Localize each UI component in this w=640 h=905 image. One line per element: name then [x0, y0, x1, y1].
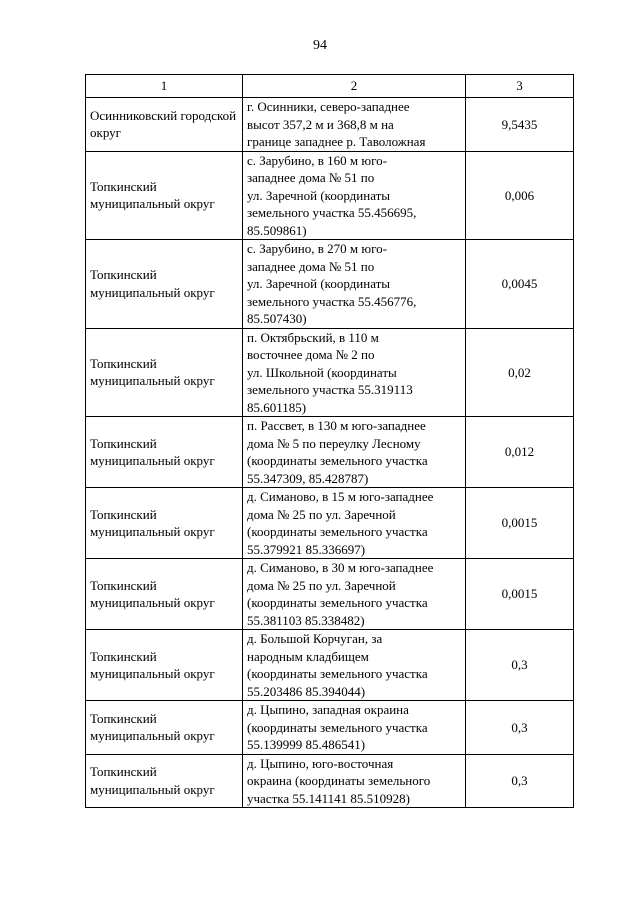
table-row [86, 630, 574, 701]
area-cell: 9,5435 [466, 98, 574, 152]
area-cell: 0,0015 [466, 559, 574, 630]
district-cell: Топкинский муниципальный округ [86, 151, 243, 240]
district-cell: Топкинский муниципальный округ [86, 240, 243, 329]
location-cell: г. Осинники, северо-западнее высот 357,2 м и 368,8 м на границе западнее р. Таволожная [243, 98, 466, 152]
table-row [86, 488, 574, 559]
column-header-1: 1 [86, 75, 243, 98]
area-cell: 0,006 [466, 151, 574, 240]
location-cell: с. Зарубино, в 160 м юго- западнее дома № 51 по ул. Заречной (координаты земельного участка 55.456695, 85.509861) [243, 151, 466, 240]
location-cell: д. Большой Корчуган, за народным кладбищем (координаты земельного участка 55.203486 85.394044) [243, 630, 466, 701]
district-cell: Топкинский муниципальный округ [86, 488, 243, 559]
area-cell: 0,3 [466, 701, 574, 755]
table-row [86, 240, 574, 329]
area-cell: 0,012 [466, 417, 574, 488]
area-cell: 0,3 [466, 754, 574, 808]
location-cell: с. Зарубино, в 270 м юго- западнее дома № 51 по ул. Заречной (координаты земельного участка 55.456776, 85.507430) [243, 240, 466, 329]
table-row [86, 98, 574, 152]
district-cell: Топкинский муниципальный округ [86, 328, 243, 417]
table-row [86, 328, 574, 417]
table-row [86, 559, 574, 630]
area-cell: 0,02 [466, 328, 574, 417]
location-cell: п. Рассвет, в 130 м юго-западнее дома № 5 по переулку Лесному (координаты земельного участка 55.347309, 85.428787) [243, 417, 466, 488]
district-cell: Топкинский муниципальный округ [86, 559, 243, 630]
location-cell: д. Симаново, в 30 м юго-западнее дома № 25 по ул. Заречной (координаты земельного участка 55.381103 85.338482) [243, 559, 466, 630]
district-cell: Топкинский муниципальный округ [86, 701, 243, 755]
location-cell: д. Цыпино, западная окраина (координаты земельного участка 55.139999 85.486541) [243, 701, 466, 755]
land-plots-table [85, 74, 574, 808]
table-row [86, 417, 574, 488]
area-cell: 0,0045 [466, 240, 574, 329]
table-row [86, 701, 574, 755]
page-number: 94 [313, 38, 327, 53]
district-cell: Топкинский муниципальный округ [86, 630, 243, 701]
table-row [86, 151, 574, 240]
location-cell: п. Октябрьский, в 110 м восточнее дома № 2 по ул. Школьной (координаты земельного участка 55.319113 85.601185) [243, 328, 466, 417]
column-header-3: 3 [466, 75, 574, 98]
column-header-2: 2 [243, 75, 466, 98]
district-cell: Осинниковский городской округ [86, 98, 243, 152]
table-row [86, 754, 574, 808]
area-cell: 0,0015 [466, 488, 574, 559]
area-cell: 0,3 [466, 630, 574, 701]
table-header-row [86, 75, 574, 98]
district-cell: Топкинский муниципальный округ [86, 417, 243, 488]
location-cell: д. Симаново, в 15 м юго-западнее дома № 25 по ул. Заречной (координаты земельного участка 55.379921 85.336697) [243, 488, 466, 559]
location-cell: д. Цыпино, юго-восточная окраина (координаты земельного участка 55.141141 85.510928) [243, 754, 466, 808]
district-cell: Топкинский муниципальный округ [86, 754, 243, 808]
